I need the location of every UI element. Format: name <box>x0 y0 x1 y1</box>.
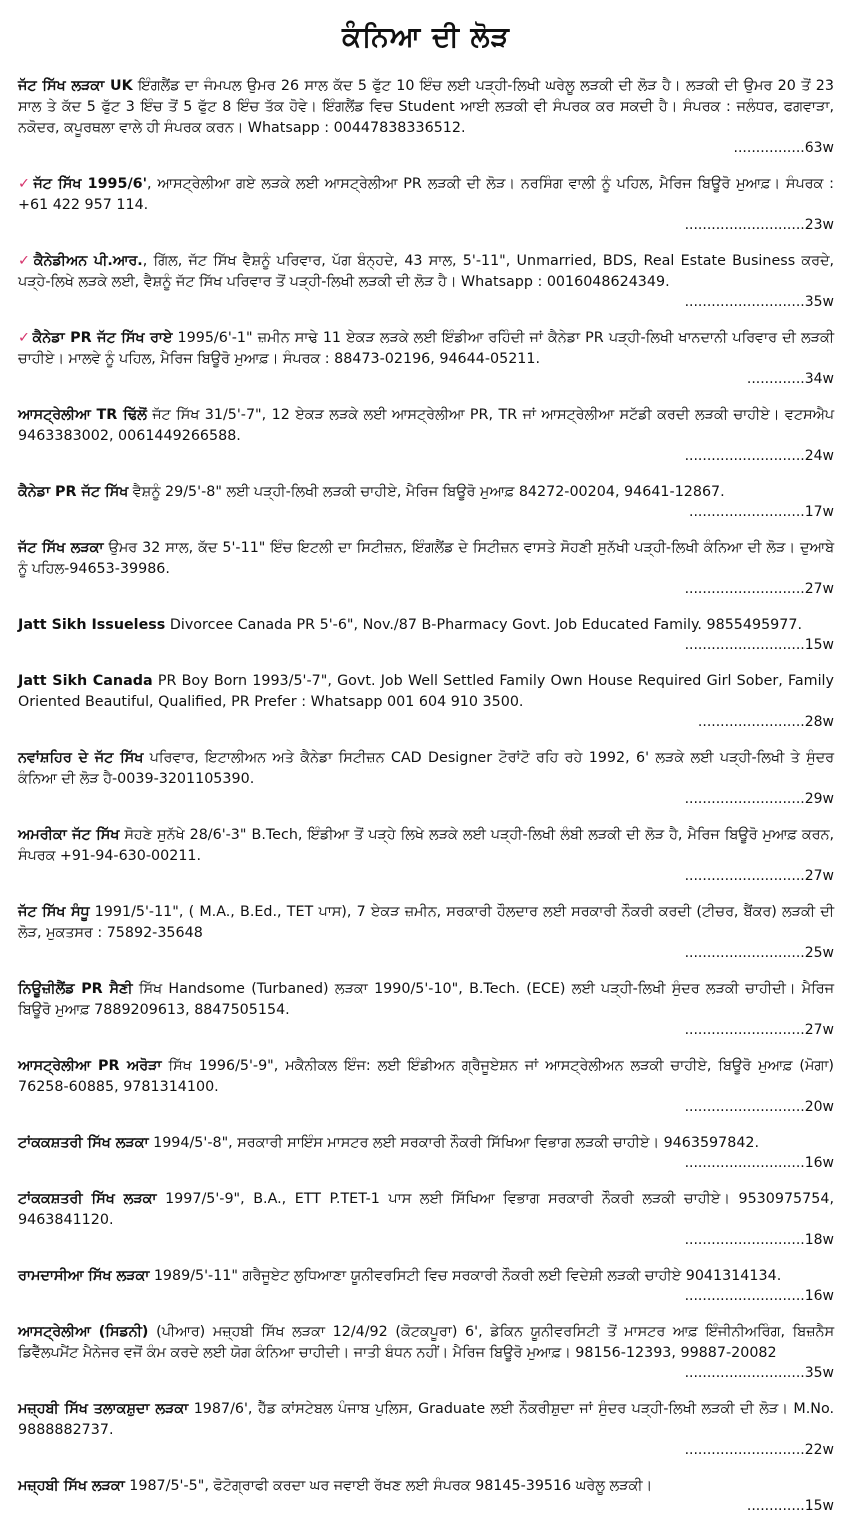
ad-word-count-line <box>18 944 834 962</box>
ad-heading: ਜੱਟ ਸਿੱਖ ਸੰਧੂ <box>18 904 90 920</box>
ad-word-count-line <box>18 139 834 157</box>
ad-text <box>18 482 834 503</box>
ads-list <box>18 76 834 1515</box>
ad-word-count: .............15w <box>746 1498 834 1514</box>
ad-word-count: ...........................23w <box>684 217 834 233</box>
ad-word-count: ...........................27w <box>684 868 834 884</box>
ad-body: ਉਮਰ 32 ਸਾਲ, ਕੱਦ 5'-11" ਇੰਚ ਇਟਲੀ ਦਾ ਸਿਟੀਜ਼ਨ, ਇੰਗਲੈਂਡ ਦੇ ਸਿਟੀਜ਼ਨ ਵਾਸਤੇ ਸੋਹਣੀ ਸੁਨੱਖੀ ਪੜ੍ਹੀ-ਲਿਖੀ ਕੰਨਿਆ ਦੀ ਲੋੜ। ਦੁਆਬੇ ਨੂੰ ਪਹਿਲ-94653-39986. <box>18 540 834 577</box>
ad-word-count-line <box>18 867 834 885</box>
ad-body: ਸਿੱਖ 1996/5'-9", ਮਕੈਨੀਕਲ ਇੰਜ: ਲਈ ਇੰਡੀਅਨ ਗ੍ਰੈਜੂਏਸ਼ਨ ਜਾਂ ਆਸਟ੍ਰੇਲੀਅਨ ਲੜਕੀ ਚਾਹੀਏ, ਬਿਊਰੋ ਮੁਆਫ਼ (ਮੋਗਾ) 76258-60885, 9781314100. <box>18 1058 834 1095</box>
ad-body: 1994/5'-8", ਸਰਕਾਰੀ ਸਾਇੰਸ ਮਾਸਟਰ ਲਈ ਸਰਕਾਰੀ ਨੌਕਰੀ ਸਿੱਖਿਆ ਵਿਭਾਗ ਲੜਕੀ ਚਾਹੀਏ। 9463597842. <box>148 1135 760 1151</box>
ad-word-count-line <box>18 1098 834 1116</box>
ad-word-count-line <box>18 713 834 731</box>
check-mark-icon: ✓ <box>18 176 32 192</box>
ad-word-count: ...........................27w <box>684 581 834 597</box>
ad-body: ਇੰਗਲੈਂਡ ਦਾ ਜੰਮਪਲ ਉਮਰ 26 ਸਾਲ ਕੱਦ 5 ਫੁੱਟ 10 ਇੰਚ ਲਈ ਪੜ੍ਹੀ-ਲਿਖੀ ਘਰੇਲੂ ਲੜਕੀ ਦੀ ਲੋੜ ਹੈ। ਲੜਕੀ ਦੀ ਉਮਰ 20 ਤੋਂ 23 ਸਾਲ ਤੇ ਕੱਦ 5 ਫੁੱਟ 3 ਇੰਚ ਤੋਂ 5 ਫੁੱਟ 8 ਇੰਚ ਤੱਕ ਹੋਵੇ। ਇੰਗਲੈਂਡ ਵਿਚ Student ਆਈ ਲੜਕੀ ਵੀ ਸੰਪਰਕ ਕਰ ਸਕਦੀ ਹੈ। ਸੰਪਰਕ : ਜਲੰਧਰ, ਫਗਵਾੜਾ, ਨਕੋਦਰ, ਕਪੂਰਥਲਾ ਵਾਲੇ ਹੀ ਸੰਪਰਕ ਕਰਨ। Whatsapp : 00447838336512. <box>18 78 834 136</box>
ad-body: , ਗਿੱਲ, ਜੱਟ ਸਿੱਖ ਵੈਸ਼ਨੂੰ ਪਰਿਵਾਰ, ਪੱਗ ਬੰਨ੍ਹਦੇ, 43 ਸਾਲ, 5'-11", Unmarried, BDS, Real Estate Business ਕਰਦੇ, ਪੜ੍ਹੇ-ਲਿਖੇ ਲੜਕੇ ਲਈ, ਵੈਸ਼ਨੂੰ ਜੱਟ ਸਿੱਖ ਪਰਿਵਾਰ ਤੋਂ ਪੜ੍ਹੀ-ਲਿਖੀ ਲੜਕੀ ਦੀ ਲੋੜ ਹੈ। Whatsapp : 0016048624349. <box>18 253 835 290</box>
ad-body: ਸੋਹਣੇ ਸੁਨੱਖੇ 28/6'-3" B.Tech, ਇੰਡੀਆ ਤੋਂ ਪੜ੍ਹੇ ਲਿਖੇ ਲੜਕੇ ਲਈ ਪੜ੍ਹੀ-ਲਿਖੀ ਲੰਬੀ ਲੜਕੀ ਦੀ ਲੋੜ ਹੈ, ਮੈਰਿਜ ਬਿਊਰੋ ਮੁਆਫ਼ ਕਰਨ, ਸੰਪਰਕ +91-94-630-00211. <box>18 827 835 864</box>
ad-word-count: ................63w <box>733 140 834 156</box>
ad-text <box>18 671 834 713</box>
ad-text <box>18 748 834 790</box>
ad-text <box>18 405 834 447</box>
ad-text <box>18 1133 834 1154</box>
ad-heading: ਜੱਟ ਸਿੱਖ ਲੜਕਾ UK <box>18 78 133 94</box>
ad-entry <box>18 1476 834 1515</box>
ad-body: 1989/5'-11" ਗਰੈਜੂਏਟ ਲੁਧਿਆਣਾ ਯੂਨੀਵਰਸਿਟੀ ਵਿਚ ਸਰਕਾਰੀ ਨੌਕਰੀ ਲਈ ਵਿਦੇਸ਼ੀ ਲੜਕੀ ਚਾਹੀਏ 9041314134. <box>149 1268 782 1284</box>
ad-heading: ਆਸਟ੍ਰੇਲੀਆ TR ਢਿੱਲੋਂ <box>18 407 147 423</box>
ad-heading: ਟਾਂਕਕਸ਼ਤਰੀ ਸਿੱਖ ਲੜਕਾ <box>18 1191 157 1207</box>
ad-entry <box>18 748 834 808</box>
ad-body: ਜੱਟ ਸਿੱਖ 31/5'-7", 12 ਏਕੜ ਲੜਕੇ ਲਈ ਆਸਟ੍ਰੇਲੀਆ PR, TR ਜਾਂ ਆਸਟ੍ਰੇਲੀਆ ਸਟੱਡੀ ਕਰਦੀ ਲੜਕੀ ਚਾਹੀਏ। ਵਟਸਐਪ 9463383002, 0061449266588. <box>18 407 834 444</box>
ad-entry <box>18 405 834 465</box>
ad-entry <box>18 482 834 521</box>
ad-word-count-line <box>18 1154 834 1172</box>
ad-body: 1997/5'-9", B.A., ETT P.TET-1 ਪਾਸ ਲਈ ਸਿੱਖਿਆ ਵਿਭਾਗ ਸਰਕਾਰੀ ਨੌਕਰੀ ਲੜਕੀ ਚਾਹੀਏ। 9530975754, 9463841120. <box>18 1191 834 1228</box>
ad-word-count-line <box>18 447 834 465</box>
ad-text <box>18 615 834 636</box>
ad-entry <box>18 76 834 157</box>
ad-word-count-line <box>18 636 834 654</box>
ad-word-count: ...........................16w <box>684 1155 834 1171</box>
ad-heading: ਕੈਨੇਡਾ PR ਜੱਟ ਸਿੱਖ ਰਾਏ <box>32 330 173 346</box>
ad-word-count: .............34w <box>746 371 834 387</box>
ad-word-count: ...........................15w <box>684 637 834 653</box>
ad-body: ਵੈਸ਼ਨੂੰ 29/5'-8" ਲਈ ਪੜ੍ਹੀ-ਲਿਖੀ ਲੜਕੀ ਚਾਹੀਏ, ਮੈਰਿਜ ਬਿਊਰੋ ਮੁਆਫ਼ 84272-00204, 94641-12867. <box>128 484 725 500</box>
ad-entry <box>18 902 834 962</box>
ad-word-count: ...........................24w <box>684 448 834 464</box>
ad-body: , ਆਸਟ੍ਰੇਲੀਆ ਗਏ ਲੜਕੇ ਲਈ ਆਸਟ੍ਰੇਲੀਆ PR ਲੜਕੀ ਦੀ ਲੋੜ। ਨਰਸਿੰਗ ਵਾਲੀ ਨੂੰ ਪਹਿਲ, ਮੈਰਿਜ ਬਿਊਰੋ ਮੁਆਫ਼। ਸੰਪਰਕ : +61 422 957 114. <box>18 176 834 213</box>
ad-word-count-line <box>18 293 834 311</box>
ad-text <box>18 902 834 944</box>
ad-heading: ਜੱਟ ਸਿੱਖ ਲੜਕਾ <box>18 540 104 556</box>
ad-heading: ਆਸਟ੍ਰੇਲੀਆ PR ਅਰੋੜਾ <box>18 1058 162 1074</box>
ad-body: PR Boy Born 1993/5'-7", Govt. Job Well Settled Family Own House Required Girl Sober, Family Oriented Beautiful, Qualified, PR Prefer : Whatsapp 001 604 910 3500. <box>18 673 834 710</box>
ad-word-count: ...........................27w <box>684 1022 834 1038</box>
ad-word-count: ...........................35w <box>684 1365 834 1381</box>
ad-text <box>18 1056 834 1098</box>
ad-text <box>18 1476 834 1497</box>
ad-heading: ਅਮਰੀਕਾ ਜੱਟ ਸਿੱਖ <box>18 827 120 843</box>
check-mark-icon: ✓ <box>18 253 32 269</box>
ad-entry <box>18 979 834 1039</box>
ad-heading: Jatt Sikh Issueless <box>18 617 166 633</box>
ad-text <box>18 538 834 580</box>
ad-word-count-line <box>18 216 834 234</box>
ad-text <box>18 251 834 293</box>
page-title: ਕੰਨਿਆ ਦੀ ਲੋੜ <box>342 20 510 53</box>
ad-word-count-line <box>18 790 834 808</box>
ad-entry <box>18 1133 834 1172</box>
ad-word-count: ...........................18w <box>684 1232 834 1248</box>
ad-heading: ਆਸਟ੍ਰੇਲੀਆ (ਸਿਡਨੀ) <box>18 1324 149 1340</box>
ad-entry <box>18 615 834 654</box>
ad-heading: ਟਾਂਕਕਸ਼ਤਰੀ ਸਿੱਖ ਲੜਕਾ <box>18 1135 149 1151</box>
ad-word-count-line <box>18 1364 834 1382</box>
ad-entry <box>18 174 834 234</box>
ad-word-count-line <box>18 370 834 388</box>
ad-entry <box>18 1189 834 1249</box>
ad-body: 1987/5'-5", ਫੋਟੋਗ੍ਰਾਫੀ ਕਰਦਾ ਘਰ ਜਵਾਈ ਰੱਖਣ ਲਈ ਸੰਪਰਕ 98145-39516 ਘਰੇਲੂ ਲੜਕੀ। <box>124 1478 653 1494</box>
ad-body: 1991/5'-11", ( M.A., B.Ed., TET ਪਾਸ), 7 ਏਕੜ ਜ਼ਮੀਨ, ਸਰਕਾਰੀ ਹੌਲਦਾਰ ਲਈ ਸਰਕਾਰੀ ਨੌਕਰੀ ਕਰਦੀ (ਟੀਚਰ, ਬੈਂਕਰ) ਲੜਕੀ ਦੀ ਲੋੜ, ਮੁਕਤਸਰ : 75892-35648 <box>18 904 834 941</box>
ad-entry <box>18 328 834 388</box>
ad-word-count-line <box>18 1497 834 1515</box>
ad-heading: ਕੈਨੇਡੀਅਨ ਪੀ.ਆਰ. <box>33 253 143 269</box>
ad-word-count: ...........................16w <box>684 1288 834 1304</box>
ad-word-count: ..........................17w <box>689 504 834 520</box>
ad-heading: ਮਜ਼੍ਹਬੀ ਸਿੱਖ ਤਲਾਕਸ਼ੁਦਾ ਲੜਕਾ <box>18 1401 189 1417</box>
ad-word-count-line <box>18 1021 834 1039</box>
ad-word-count: ...........................22w <box>684 1442 834 1458</box>
ad-word-count: ...........................25w <box>684 945 834 961</box>
check-mark-icon: ✓ <box>18 330 31 346</box>
ad-text <box>18 1266 834 1287</box>
ad-entry <box>18 1266 834 1305</box>
ad-heading: ਨਵਾਂਸ਼ਹਿਰ ਦੇ ਜੱਟ ਸਿੱਖ <box>18 750 144 766</box>
ad-entry <box>18 538 834 598</box>
ad-word-count-line <box>18 1441 834 1459</box>
ad-heading: ਮਜ਼੍ਹਬੀ ਸਿੱਖ ਲੜਕਾ <box>18 1478 125 1494</box>
ad-word-count: ........................28w <box>697 714 834 730</box>
ad-heading: ਰਾਮਦਾਸੀਆ ਸਿੱਖ ਲੜਕਾ <box>18 1268 150 1284</box>
ad-heading: ਨਿਊਜ਼ੀਲੈਂਡ PR ਸੈਣੀ <box>18 981 133 997</box>
ad-body: 1987/6', ਹੈੱਡ ਕਾਂਸਟੇਬਲ ਪੰਜਾਬ ਪੁਲਿਸ, Graduate ਲਈ ਨੌਕਰੀਸ਼ੁਦਾ ਜਾਂ ਸੁੰਦਰ ਪੜ੍ਹੀ-ਲਿਖੀ ਲੜਕੀ ਦੀ ਲੋੜ। M.No. 9888882737. <box>18 1401 834 1438</box>
ad-word-count: ...........................29w <box>684 791 834 807</box>
ad-text <box>18 174 834 216</box>
ad-entry <box>18 251 834 311</box>
ad-text <box>18 1189 834 1231</box>
ad-text <box>18 825 834 867</box>
ad-text <box>18 1322 834 1364</box>
ad-heading: ਕੈਨੇਡਾ PR ਜੱਟ ਸਿੱਖ <box>18 484 129 500</box>
ad-word-count-line <box>18 503 834 521</box>
ad-entry <box>18 1056 834 1116</box>
ad-body: (ਪੀਆਰ) ਮਜ਼੍ਹਬੀ ਸਿੱਖ ਲੜਕਾ 12/4/92 (ਕੋਟਕਪੂਰਾ) 6', ਡੇਕਿਨ ਯੂਨੀਵਰਸਿਟੀ ਤੋਂ ਮਾਸਟਰ ਆਫ਼ ਇੰਜੀਨੀਅਰਿੰਗ, ਬਿਜ਼ਨੈਸ ਡਿਵੈੱਲਪਮੈਂਟ ਮੈਨੇਜਰ ਵਜੋਂ ਕੰਮ ਕਰਦੇ ਲਈ ਯੋਗ ਕੰਨਿਆ ਚਾਹੀਦੀ। ਜਾਤੀ ਬੰਧਨ ਨਹੀਂ। ਮੈਰਿਜ ਬਿਊਰੋ ਮੁਆਫ਼। 98156-12393, 99887-20082 <box>18 1324 834 1361</box>
ad-entry <box>18 1322 834 1382</box>
ad-heading: ਜੱਟ ਸਿੱਖ 1995/6' <box>33 176 147 192</box>
ad-text <box>18 76 834 139</box>
ad-text <box>18 328 834 370</box>
ad-body: Divorcee Canada PR 5'-6", Nov./87 B-Pharmacy Govt. Job Educated Family. 9855495977. <box>165 617 803 633</box>
ad-word-count-line <box>18 1231 834 1249</box>
ad-entry <box>18 1399 834 1459</box>
ad-body: 1995/6'-1" ਜ਼ਮੀਨ ਸਾਢੇ 11 ਏਕੜ ਲੜਕੇ ਲਈ ਇੰਡੀਆ ਰਹਿੰਦੀ ਜਾਂ ਕੈਨੇਡਾ PR ਪੜ੍ਹੀ-ਲਿਖੀ ਖਾਨਦਾਨੀ ਪਰਿਵਾਰ ਦੀ ਲੜਕੀ ਚਾਹੀਏ। ਮਾਲਵੇ ਨੂੰ ਪਹਿਲ, ਮੈਰਿਜ ਬਿਊਰੋ ਮੁਆਫ਼। ਸੰਪਰਕ : 88473-02196, 94644-05211. <box>18 330 834 367</box>
ad-word-count: ...........................35w <box>684 294 834 310</box>
ad-body: ਪਰਿਵਾਰ, ਇਟਾਲੀਅਨ ਅਤੇ ਕੈਨੇਡਾ ਸਿਟੀਜ਼ਨ CAD Designer ਟੋਰਾਂਟੋ ਰਹਿ ਰਹੇ 1992, 6' ਲੜਕੇ ਲਈ ਪੜ੍ਹੀ-ਲਿਖੀ ਤੇ ਸੁੰਦਰ ਕੰਨਿਆ ਦੀ ਲੋੜ ਹੈ-0039-3201105390. <box>18 750 834 787</box>
ad-word-count: ...........................20w <box>684 1099 834 1115</box>
ad-text <box>18 979 834 1021</box>
ad-word-count-line <box>18 580 834 598</box>
ad-entry <box>18 825 834 885</box>
ad-entry <box>18 671 834 731</box>
ad-text <box>18 1399 834 1441</box>
ad-heading: Jatt Sikh Canada <box>18 673 153 689</box>
ad-body: ਸਿੱਖ Handsome (Turbaned) ਲੜਕਾ 1990/5'-10", B.Tech. (ECE) ਲਈ ਪੜ੍ਹੀ-ਲਿਖੀ ਸੁੰਦਰ ਲੜਕੀ ਚਾਹੀਦੀ। ਮੈਰਿਜ ਬਿਊਰੋ ਮੁਆਫ਼ 7889209613, 8847505154. <box>18 981 834 1018</box>
ad-word-count-line <box>18 1287 834 1305</box>
